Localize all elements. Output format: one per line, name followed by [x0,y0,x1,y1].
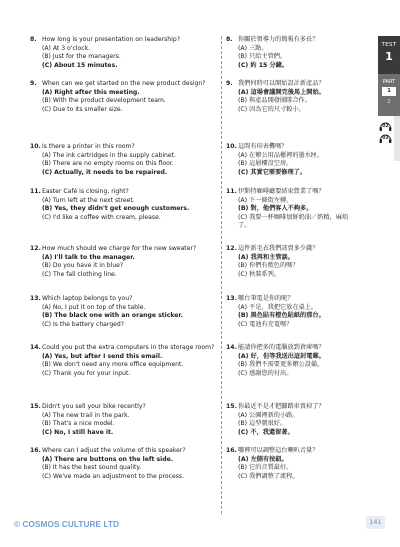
question-line [30,80,218,89]
question-line [30,143,218,152]
question-text: 這間有印表機嗎？ [238,143,288,150]
answer-option: (B) 我們不需要更多辦公設備。 [238,361,324,368]
test-tab [378,36,400,74]
question-text: Could you put the extra computers in the storage room? [42,344,215,351]
answer-option-correct: (C) 約 15 分鐘。 [238,61,289,69]
question-number: 12. [30,245,41,252]
answer-option: (B) 與產品開發團隊合作。 [238,97,311,104]
zh-question-9 [226,80,360,114]
question-line [226,143,360,152]
en-question-10 [30,143,218,177]
question-line [30,295,218,304]
en-question-11 [30,188,218,222]
answer-option: (B) With the product development team. [42,97,166,104]
question-number: 8. [226,36,233,43]
answer-option: (A) The ink cartridges in the supply cabinet. [42,151,176,159]
zh-question-8 [226,36,360,70]
question-text: 哪台筆電是你的呢？ [238,295,294,302]
answer-option-correct: (A) 我再和主管談。 [238,253,294,261]
answer-option: (B) 這層樓沒空房。 [238,160,293,167]
en-question-16 [30,447,218,481]
question-line [30,344,218,353]
en-question-13 [30,295,218,329]
answer-option-correct: (A) 這場會議開完後馬上開始。 [238,88,325,96]
question-number: 14. [30,344,41,351]
answer-option-correct: (B) 黑色貼有橙色貼紙的那台。 [238,312,325,319]
answer-option: (B) 只給主管們。 [238,53,287,60]
answer-option-correct: (A) Yes, but after I send this email. [42,352,163,360]
answer-option: (B) 這型號很好。 [238,420,287,427]
answer-option: (A) No, I put it on top of the table. [42,303,146,311]
question-number: 11. [30,188,41,195]
tab-strip [394,116,400,161]
audio-track-02-icon[interactable] [379,121,392,132]
answer-option-correct: (C) Actually, it needs to be repaired. [42,168,168,176]
question-text: Didn't you sell your bike recently? [42,403,146,410]
test-number: 1 [385,50,393,63]
question-number: 10. [226,143,237,150]
answer-option: (B) 它的音質最好。 [238,464,293,471]
answer-option-correct: (C) 其實它需要修理了。 [238,168,307,176]
question-number: 12. [226,245,237,252]
question-text: 你最近不是才把腳踏車賣掉了？ [238,403,325,410]
answer-option: (C) I'd like a coffee with cream, please. [42,213,161,221]
part-1-indicator[interactable]: 1 [382,87,396,96]
question-line [30,447,218,456]
question-line [226,188,360,197]
answer-option-correct: (B) Yes, they didn't get enough customers. [42,205,190,212]
answer-option: (C) 我們調整了流程。 [238,472,299,480]
answer-option-correct: (C) No, I still have it. [42,428,114,436]
answer-option: (A) 三點。 [238,44,268,52]
part-tab [378,74,400,116]
question-text: How long is your presentation on leadership? [42,36,180,43]
question-line [226,36,360,45]
en-question-12 [30,245,218,279]
question-number: 14. [226,344,237,351]
answer-option-correct: (A) Right after this meeting. [42,88,140,96]
question-number: 16. [30,447,41,454]
question-text: 我們何時可以開始設計新產品？ [238,80,325,87]
answer-option: (C) Thank you for your input. [42,369,131,377]
question-line [226,403,360,412]
answer-option-correct: (A) I'll talk to the manager. [42,253,135,261]
answer-option-correct: (A) 左側有按鈕。 [238,455,288,463]
answer-option: (C) Is the battery charged? [42,320,125,328]
question-text: Easter Café is closing, right? [42,188,129,195]
answer-option: (C) 電池有充電嗎？ [238,320,293,328]
question-text: Where can I adjust the volume of this speaker? [42,447,186,454]
question-number: 15. [226,403,237,410]
en-question-8 [30,36,218,70]
answer-option: (C) 我要一杯咖啡加鮮奶油／奶精，麻煩了。 [238,213,349,229]
track-02-label: 02 [382,124,389,129]
question-line [30,403,218,412]
answer-option: (A) The new trail in the park. [42,411,130,419]
part-label: PART [382,79,396,85]
answer-option: (B) 你們有藍色的嗎？ [238,262,299,269]
test-label: TEST [381,42,397,48]
answer-option: (B) Just for the managers. [42,53,121,60]
question-text: 伊斯特咖啡廳要結束營業了嗎？ [238,188,325,195]
question-text: 你關於領導力的簡報有多長？ [238,36,319,43]
answer-option: (C) 秋裝系列。 [238,270,281,278]
page-number: 141 [366,516,385,529]
answer-option-correct: (A) 好，但等我送出這封電郵。 [238,352,325,360]
answer-option: (B) It has the best sound quality. [42,464,142,471]
question-number: 13. [30,295,41,302]
zh-question-11 [226,188,360,231]
answer-option: (A) Turn left at the next street. [42,196,135,204]
answer-option: (A) 不是，我把它放在桌上。 [238,303,318,311]
answer-option-correct: (A) There are buttons on the left side. [42,455,174,463]
answer-option: (B) That's a nice model. [42,420,115,427]
answer-option-correct: (B) The black one with an orange sticker. [42,312,183,319]
zh-question-13 [226,295,360,329]
en-question-9 [30,80,218,114]
answer-option-correct: (C) About 15 minutes. [42,61,118,69]
en-question-15 [30,403,218,437]
column-divider [221,36,222,514]
copyright-text: © COSMOS CULTURE LTD [14,520,120,529]
answer-option: (B) Do you have it in blue? [42,262,124,269]
question-line [226,344,360,353]
answer-option: (B) We don't need any more office equipment. [42,361,184,368]
question-text: Which laptop belongs to you? [42,295,133,302]
answer-option: (C) Due to its smaller size. [42,105,123,113]
en-question-14 [30,344,218,378]
question-number: 13. [226,295,237,302]
track-03-label: 03 [382,136,389,141]
zh-question-10 [226,143,360,177]
question-text: When can we get started on the new product design? [42,80,206,87]
answer-option: (A) At 3 o'clock. [42,44,91,52]
audio-track-03-icon[interactable] [379,133,392,144]
question-line [30,188,218,197]
question-line [226,80,360,89]
question-line [226,447,360,456]
question-number: 15. [30,403,41,410]
answer-option: (C) 因為它的尺寸較小。 [238,105,305,113]
answer-option: (B) There are no empty rooms on this floor. [42,160,174,167]
question-line [226,245,360,254]
question-text: Is there a printer in this room? [42,143,135,150]
question-number: 8. [30,36,37,43]
answer-option: (C) The fall clothing line. [42,270,117,278]
zh-question-16 [226,447,360,481]
question-number: 16. [226,447,237,454]
zh-question-12 [226,245,360,279]
question-number: 9. [226,80,233,87]
question-text: How much should we charge for the new sweater? [42,245,197,252]
question-line [226,295,360,304]
answer-option: (C) We've made an adjustment to the process. [42,472,185,480]
answer-option: (C) 感謝您的付出。 [238,369,293,377]
answer-option: (A) 公園裡新的小路。 [238,411,299,419]
question-line [30,245,218,254]
part-2-indicator[interactable]: 2 [387,99,391,105]
question-text: 能請你把多的電腦放到倉庫嗎？ [238,344,325,351]
answer-option: (A) 下一條街左轉。 [238,196,293,204]
zh-question-15 [226,403,360,437]
question-text: 這件新毛衣我們該賣多少錢？ [238,245,319,252]
zh-question-14 [226,344,360,378]
question-line [30,36,218,45]
answer-option-correct: (B) 對，他們客人不夠多。 [238,205,313,212]
answer-option: (A) 在辦公用品櫃裡的墨水匣。 [238,151,324,159]
question-number: 9. [30,80,37,87]
answer-option-correct: (C) 不，我還留著。 [238,428,294,436]
question-number: 11. [226,188,237,195]
question-number: 10. [30,143,41,150]
question-text: 哪裡可以調整這台喇叭音量？ [238,447,319,454]
